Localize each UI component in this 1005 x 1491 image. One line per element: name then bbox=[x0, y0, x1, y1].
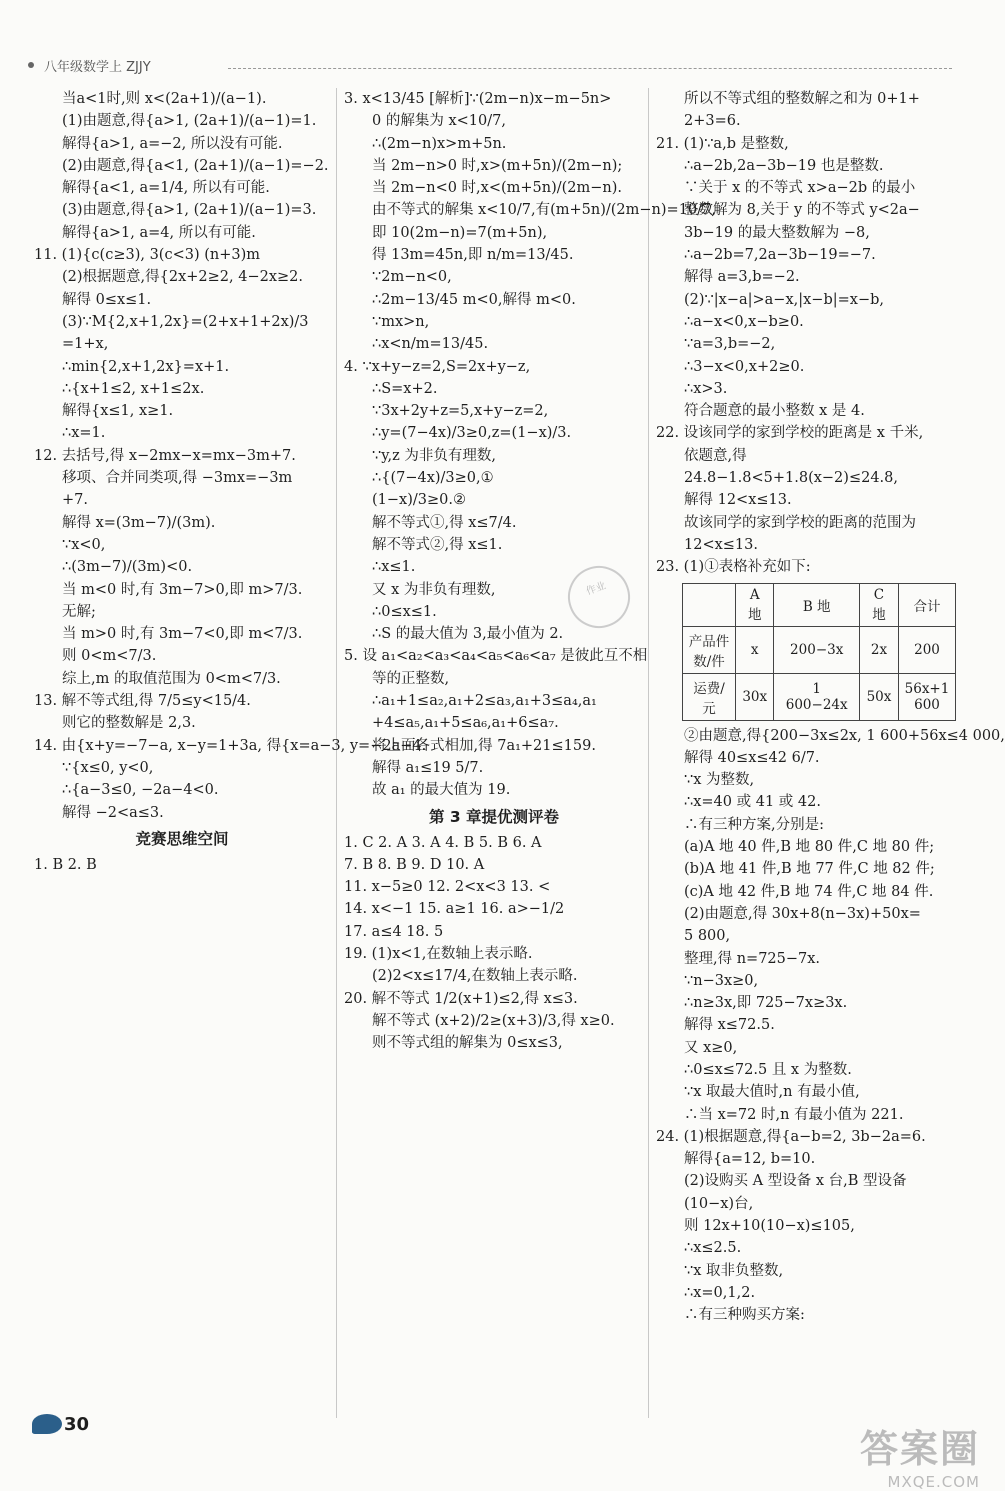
table-header-row bbox=[683, 583, 956, 626]
answer-line: ∴{x+1≤2, x+1≤2x. bbox=[62, 380, 205, 397]
answer-line: 则不等式组的解集为 0≤x≤3, bbox=[372, 1035, 563, 1052]
answer-column-3 bbox=[656, 88, 1005, 1327]
answer-line: 14. x<−1 15. a≥1 16. a>−1/2 bbox=[344, 901, 565, 918]
answer-line: 所以不等式组的整数解之和为 0+1+ bbox=[684, 91, 920, 107]
answer-line: ∴2m−13/45 m<0,解得 m<0. bbox=[372, 291, 576, 308]
answer-line: ∵{x≤0, y<0, bbox=[62, 759, 154, 776]
answer-line: 解得 −2<a≤3. bbox=[62, 804, 164, 821]
answer-line: ∴a−2b=7,2a−3b−19=−7. bbox=[684, 247, 876, 264]
answer-line: 当 2m−n<0 时,x<(m+5n)/(2m−n). bbox=[372, 180, 623, 197]
answer-line: ∵x 取非负整数, bbox=[684, 1262, 784, 1279]
answer-line: 整数解为 8,关于 y 的不等式 y<2a− bbox=[684, 202, 920, 219]
answer-line: 将上面各式相加,得 7a₁+21≤159. bbox=[372, 737, 596, 754]
answer-line: ∵mx>n, bbox=[372, 313, 430, 330]
column-divider bbox=[648, 88, 649, 1418]
section-title: 第 3 章提优测评卷 bbox=[428, 807, 560, 826]
header-rule bbox=[228, 68, 952, 69]
answer-line: 故 a₁ 的最大值为 19. bbox=[372, 782, 511, 799]
answer-line: (b)A 地 41 件,B 地 77 件,C 地 82 件; bbox=[684, 861, 935, 878]
header-title: 八年级数学上 ZJJY bbox=[44, 60, 151, 75]
answer-line: 解得 x≤72.5. bbox=[684, 1017, 775, 1034]
answer-line: 21. (1)∵a,b 是整数, bbox=[656, 135, 789, 152]
answer-line: 解得 40≤x≤42 6/7. bbox=[684, 749, 820, 766]
answer-line: 12. 去括号,得 x−2mx−x=mx−3m+7. bbox=[34, 447, 296, 464]
answer-line: (2)由题意,得{a<1, (2a+1)/(a−1)=−2. bbox=[62, 157, 329, 174]
answer-line: 解得{a>1, a=−2, 所以没有可能. bbox=[62, 135, 283, 152]
answer-line: ∴(2m−n)x>m+5n. bbox=[372, 135, 507, 152]
answer-line: 解得{a<1, a=1/4, 所以有可能. bbox=[62, 180, 270, 197]
answer-line: 当a<1时,则 x<(2a+1)/(a−1). bbox=[62, 91, 267, 107]
table-cell: 200−3x bbox=[774, 626, 859, 673]
table-header-cell: A 地 bbox=[736, 583, 774, 626]
answer-line: 22. 设该同学的家到学校的距离是 x 千米, bbox=[656, 425, 924, 442]
answer-line: 当 2m−n>0 时,x>(m+5n)/(2m−n); bbox=[372, 157, 623, 174]
answer-line: (3)由题意,得{a>1, (2a+1)/(a−1)=3. bbox=[62, 202, 317, 219]
answer-line: 解得 a₁≤19 5/7. bbox=[372, 759, 484, 776]
page-number: 30 bbox=[64, 1414, 90, 1435]
answer-line: ∴{(7−4x)/3≥0,① bbox=[372, 470, 494, 487]
answer-line: 12<x≤13. bbox=[684, 536, 758, 553]
answer-line: ∴x=40 或 41 或 42. bbox=[684, 794, 821, 811]
answer-line: 0 的解集为 x<10/7, bbox=[372, 113, 506, 130]
answer-line: 解不等式②,得 x≤1. bbox=[372, 536, 503, 553]
answer-line: ∵3x+2y+z=5,x+y−z=2, bbox=[372, 403, 549, 420]
answer-line: 则 0<m<7/3. bbox=[62, 648, 157, 665]
answer-line: 5 800, bbox=[684, 928, 731, 945]
answer-line: ∴有三种购买方案: bbox=[684, 1307, 805, 1324]
answer-line: +4≤a₅,a₁+5≤a₆,a₁+6≤a₇. bbox=[372, 715, 559, 732]
answer-line: 当 m<0 时,有 3m−7>0,即 m>7/3. bbox=[62, 581, 303, 598]
answer-line: ∴(3m−7)/(3m)<0. bbox=[62, 559, 193, 576]
table-cell: 1 600−24x bbox=[774, 673, 859, 720]
answer-line: (1−x)/3≥0.② bbox=[372, 492, 466, 509]
answer-line: ∴n≥3x,即 725−7x≥3x. bbox=[684, 995, 848, 1012]
answer-line: (2)根据题意,得{2x+2≥2, 4−2x≥2. bbox=[62, 269, 304, 286]
answer-line: 综上,m 的取值范围为 0<m<7/3. bbox=[62, 670, 281, 687]
answer-line: ∴y=(7−4x)/3≥0,z=(1−x)/3. bbox=[372, 425, 572, 442]
answer-line: ∵y,z 为非负有理数, bbox=[372, 447, 496, 464]
answer-line: ∴a−x<0,x−b≥0. bbox=[684, 313, 804, 330]
answer-line: 14. 由{x+y=−7−a, x−y=1+3a, 得{x=a−3, y=−2a−4. bbox=[34, 737, 427, 754]
table-cell: 2x bbox=[859, 626, 898, 673]
answer-line: (c)A 地 42 件,B 地 74 件,C 地 84 件. bbox=[684, 883, 934, 900]
answer-line: ②由题意,得{200−3x≤2x, 1 600+56x≤4 000, bbox=[684, 727, 1005, 744]
answer-line: ∴a−2b,2a−3b−19 也是整数. bbox=[684, 157, 884, 174]
freight-table bbox=[682, 583, 956, 721]
answer-line: 解得 x=(3m−7)/(3m). bbox=[62, 514, 216, 531]
column-3-bottom bbox=[656, 725, 1005, 1327]
answer-line: ∵a=3,b=−2, bbox=[684, 336, 776, 353]
answer-line: 7. B 8. B 9. D 10. A bbox=[344, 856, 485, 873]
answer-line: 又 x 为非负有理数, bbox=[372, 581, 496, 598]
table-row bbox=[683, 626, 956, 673]
answer-line: 解得 a=3,b=−2. bbox=[684, 269, 800, 286]
answer-line: (2)设购买 A 型设备 x 台,B 型设备 bbox=[684, 1173, 907, 1190]
answer-line: 24.8−1.8<5+1.8(x−2)≤24.8, bbox=[684, 470, 898, 487]
column-3-top bbox=[656, 88, 956, 579]
table-cell: 56x+1 600 bbox=[899, 673, 956, 720]
answer-line: ∵2m−n<0, bbox=[372, 269, 452, 286]
table-cell: 30x bbox=[736, 673, 774, 720]
answer-line: 5. 设 a₁<a₂<a₃<a₄<a₅<a₆<a₇ 是彼此互不相 bbox=[344, 648, 648, 665]
answer-line: (1)由题意,得{a>1, (2a+1)/(a−1)=1. bbox=[62, 113, 317, 130]
answer-line: (2)由题意,得 30x+8(n−3x)+50x= bbox=[684, 905, 921, 922]
answer-line: ∴当 x=72 时,n 有最小值为 221. bbox=[684, 1106, 904, 1123]
answer-line: 11. x−5≥0 12. 2<x<3 13. < bbox=[344, 879, 551, 896]
answer-line: (a)A 地 40 件,B 地 80 件,C 地 80 件; bbox=[684, 839, 935, 856]
table-header-cell: B 地 bbox=[774, 583, 859, 626]
answer-line: 1. C 2. A 3. A 4. B 5. B 6. A bbox=[344, 834, 542, 851]
answer-line: 无解; bbox=[62, 603, 96, 620]
page-footer bbox=[32, 1408, 102, 1448]
answer-line: 依题意,得 bbox=[684, 447, 747, 464]
answer-line: 当 m>0 时,有 3m−7<0,即 m<7/3. bbox=[62, 626, 303, 643]
answer-line: (2)∵|x−a|>a−x,|x−b|=x−b, bbox=[684, 291, 884, 308]
answer-line: 19. (1)x<1,在数轴上表示略. bbox=[344, 945, 533, 962]
answer-line: 23. (1)①表格补充如下: bbox=[656, 559, 811, 576]
answer-line: 得 13m=45n,即 n/m=13/45. bbox=[372, 247, 574, 264]
answer-line: ∵n−3x≥0, bbox=[684, 972, 759, 989]
table-row bbox=[683, 673, 956, 720]
answer-line: (2)2<x≤17/4,在数轴上表示略. bbox=[372, 968, 578, 985]
answer-line: ∴{a−3≤0, −2a−4<0. bbox=[62, 782, 219, 799]
table-header-cell: 合计 bbox=[899, 583, 956, 626]
stamp-text: 作业 bbox=[584, 580, 608, 598]
answer-line: 由不等式的解集 x<10/7,有(m+5n)/(2m−n)=10/7, bbox=[372, 202, 716, 219]
table-cell: 运费/元 bbox=[683, 673, 736, 720]
answer-line: ∵x<0, bbox=[62, 536, 106, 553]
answer-line: 20. 解不等式 1/2(x+1)≤2,得 x≤3. bbox=[344, 990, 578, 1007]
answer-line: 解不等式 (x+2)/2≥(x+3)/3,得 x≥0. bbox=[372, 1012, 615, 1029]
table-cell: x bbox=[736, 626, 774, 673]
table-header-cell: C 地 bbox=[859, 583, 898, 626]
watermark-url: MXQE.COM bbox=[887, 1473, 980, 1491]
answer-line: 解得 12<x≤13. bbox=[684, 492, 792, 509]
table-header-cell bbox=[683, 583, 736, 626]
answer-line: 4. ∵x+y−z=2,S=2x+y−z, bbox=[344, 358, 531, 375]
watermark bbox=[860, 1418, 980, 1491]
answer-line: 又 x≥0, bbox=[684, 1039, 738, 1056]
answer-line: +7. bbox=[62, 492, 88, 509]
answer-line: 3b−19 的最大整数解为 −8, bbox=[684, 224, 870, 241]
answer-line: 即 10(2m−n)=7(m+5n), bbox=[372, 224, 548, 241]
answer-line: 1. B 2. B bbox=[34, 856, 97, 873]
answer-line: 符合题意的最小整数 x 是 4. bbox=[684, 403, 865, 420]
answer-line: ∴S=x+2. bbox=[372, 380, 438, 397]
answer-line: 则它的整数解是 2,3. bbox=[62, 715, 196, 732]
answer-line: 24. (1)根据题意,得{a−b=2, 3b−2a=6. bbox=[656, 1128, 926, 1145]
answer-line: 解得{a=12, b=10. bbox=[684, 1151, 816, 1168]
answer-line: ∴3−x<0,x+2≥0. bbox=[684, 358, 805, 375]
answer-line: ∵关于 x 的不等式 x>a−2b 的最小 bbox=[684, 180, 916, 197]
answer-line: ∴a₁+1≤a₂,a₁+2≤a₃,a₁+3≤a₄,a₁ bbox=[372, 693, 597, 710]
answer-line: 13. 解不等式组,得 7/5≤y<15/4. bbox=[34, 693, 251, 710]
answer-line: ∴0≤x≤1. bbox=[372, 603, 437, 620]
table-cell: 200 bbox=[899, 626, 956, 673]
answer-line: 移项、合并同类项,得 −3mx=−3m bbox=[62, 470, 293, 487]
answer-line: 解得 0≤x≤1. bbox=[62, 291, 152, 308]
answer-line: 17. a≤4 18. 5 bbox=[344, 923, 444, 940]
answer-line: 11. (1){c(c≥3), 3(c<3) (n+3)m bbox=[34, 247, 261, 264]
answer-line: ∴min{2,x+1,2x}=x+1. bbox=[62, 358, 230, 375]
answer-line: =1+x, bbox=[62, 336, 109, 353]
answer-line: ∴S 的最大值为 3,最小值为 2. bbox=[372, 626, 564, 643]
answer-line: 解不等式①,得 x≤7/4. bbox=[372, 514, 517, 531]
answer-line: 故该同学的家到学校的距离的范围为 bbox=[684, 514, 916, 531]
section-title: 竞赛思维空间 bbox=[135, 829, 229, 848]
answer-line: ∴x>3. bbox=[684, 380, 728, 397]
answer-line: 等的正整数, bbox=[372, 670, 450, 687]
answer-line: ∴0≤x≤72.5 且 x 为整数. bbox=[684, 1061, 852, 1078]
answer-line: ∴x≤1. bbox=[372, 559, 416, 576]
table-cell: 产品件数/件 bbox=[683, 626, 736, 673]
answer-line: ∴x≤2.5. bbox=[684, 1240, 742, 1257]
answer-line: (3)∵M{2,x+1,2x}=(2+x+1+2x)/3 bbox=[62, 313, 309, 330]
page-header bbox=[28, 56, 952, 76]
dolphin-logo-icon bbox=[32, 1414, 62, 1434]
answer-line: 2+3=6. bbox=[684, 113, 741, 130]
answer-line: ∵x 取最大值时,n 有最小值, bbox=[684, 1084, 860, 1101]
bullet-icon bbox=[28, 62, 34, 68]
table-cell: 50x bbox=[859, 673, 898, 720]
answer-line: ∴x<n/m=13/45. bbox=[372, 336, 489, 353]
answer-line: 整理,得 n=725−7x. bbox=[684, 950, 821, 967]
answer-line: ∵x 为整数, bbox=[684, 772, 755, 789]
answer-line: ∴x=1. bbox=[62, 425, 106, 442]
answer-line: (10−x)台, bbox=[684, 1195, 754, 1212]
answer-line: 则 12x+10(10−x)≤105, bbox=[684, 1218, 855, 1235]
answer-line: ∴有三种方案,分别是: bbox=[684, 816, 824, 833]
watermark-text: 答案圈 bbox=[859, 1427, 980, 1471]
answer-line: ∴x=0,1,2. bbox=[684, 1284, 756, 1301]
answer-line: 3. x<13/45 [解析]∵(2m−n)x−m−5n> bbox=[344, 91, 612, 107]
answer-line: 解得{x≤1, x≥1. bbox=[62, 403, 174, 420]
answer-line: 解得{a>1, a=4, 所以有可能. bbox=[62, 224, 256, 241]
